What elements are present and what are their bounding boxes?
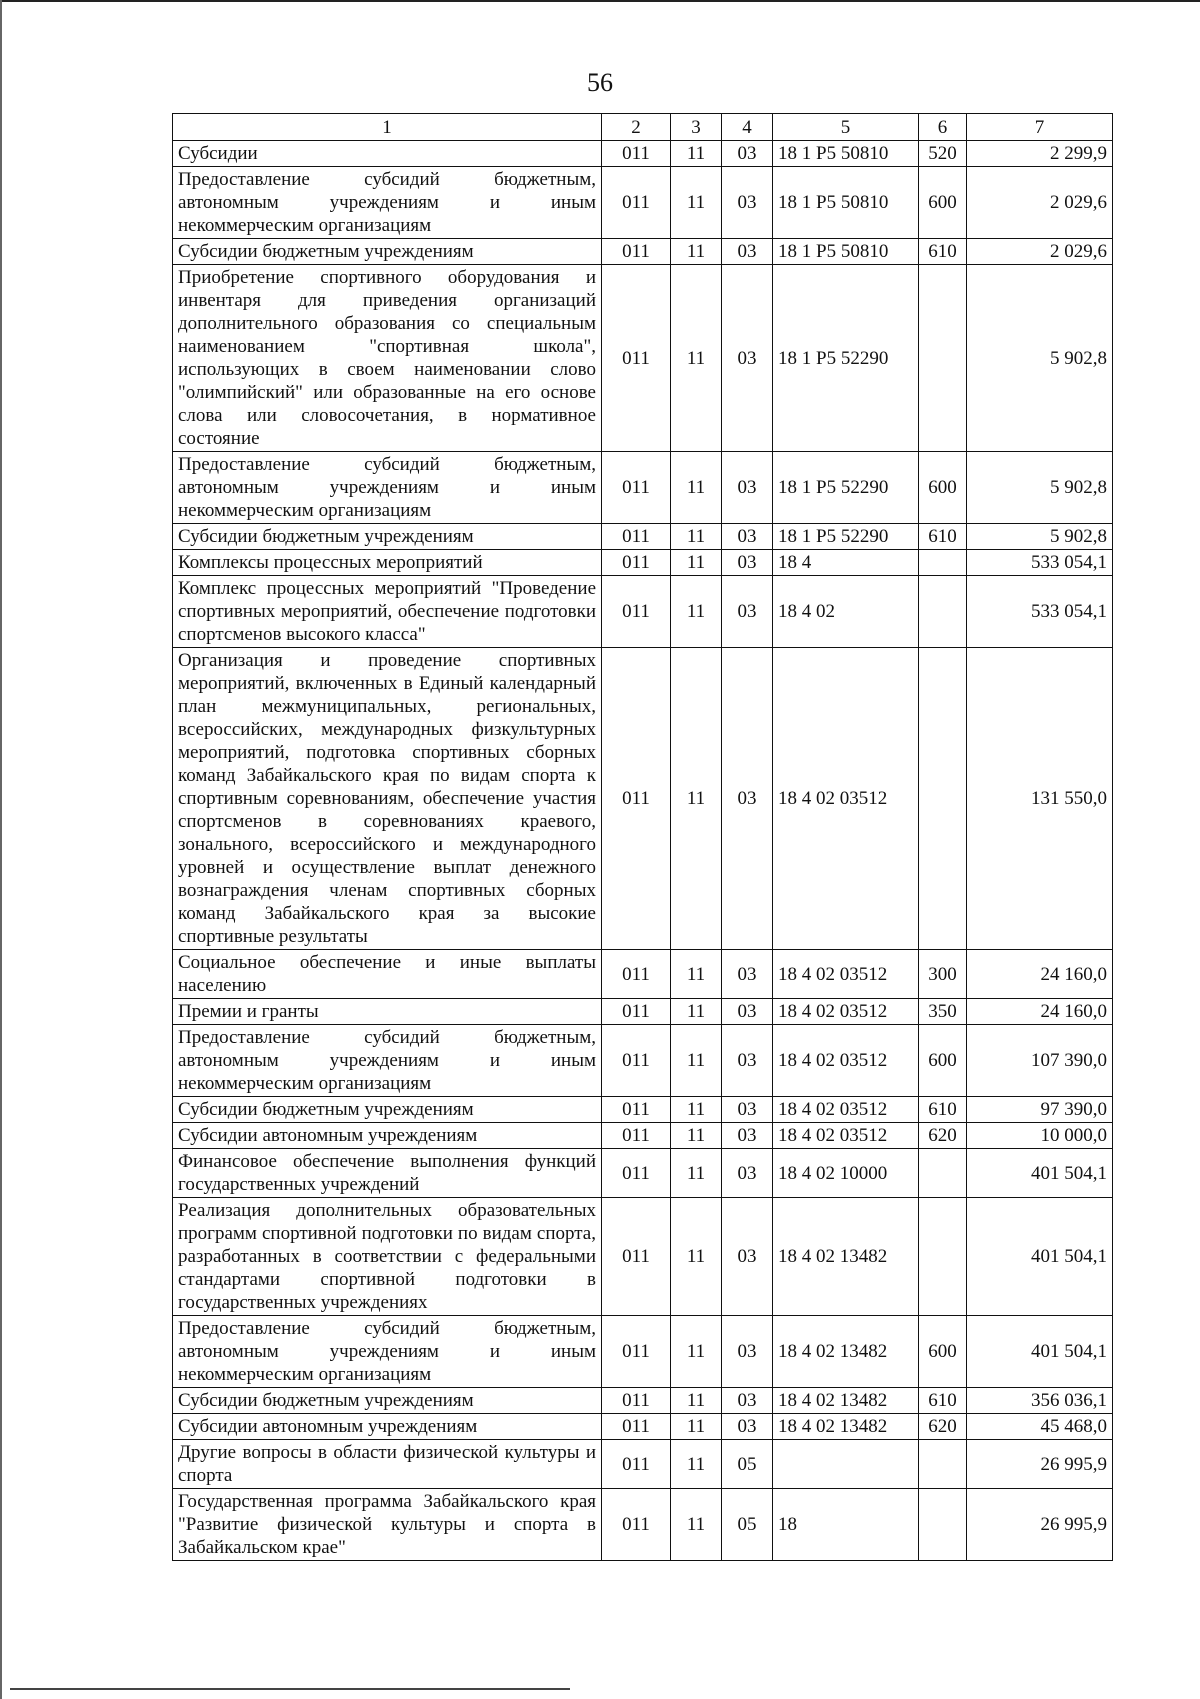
row-amount: 26 995,9 — [967, 1440, 1113, 1489]
row-col-2: 011 — [602, 1489, 671, 1561]
row-col-3: 11 — [671, 239, 722, 265]
page-number: 56 — [587, 68, 613, 97]
header-col-5: 5 — [773, 114, 919, 141]
table-row — [173, 1123, 1113, 1149]
row-amount: 2 029,6 — [967, 239, 1113, 265]
row-col-6: 600 — [919, 452, 967, 524]
table-row — [173, 1097, 1113, 1123]
row-name: Организация и проведение спортивных мероприятий, включенных в Единый календарный план межмуниципальных, региональных, всероссийских, международных физкультурных мероприятий, подготовка спортивных сборных команд Забайкальского края по видам спорта к спортивным соревнованиям, обеспечение участия спортсменов в соревнованиях краевого, зонального, всероссийского и международного уровней и осуществление выплат денежного вознаграждения членам спортивных сборных команд Забайкальского края за высокие спортивные результаты — [173, 648, 602, 950]
row-col-6: 610 — [919, 1097, 967, 1123]
row-col-2: 011 — [602, 1388, 671, 1414]
header-col-4: 4 — [722, 114, 773, 141]
table-row — [173, 1414, 1113, 1440]
row-col-6 — [919, 550, 967, 576]
row-col-5: 18 1 Р5 50810 — [773, 141, 919, 167]
row-col-2: 011 — [602, 167, 671, 239]
row-col-5: 18 4 02 03512 — [773, 999, 919, 1025]
row-amount: 45 468,0 — [967, 1414, 1113, 1440]
row-col-5: 18 — [773, 1489, 919, 1561]
table-row — [173, 550, 1113, 576]
row-name: Субсидии бюджетным учреждениям — [173, 524, 602, 550]
row-col-6 — [919, 1489, 967, 1561]
row-col-5: 18 4 02 03512 — [773, 1025, 919, 1097]
table-row — [173, 999, 1113, 1025]
row-col-4: 05 — [722, 1440, 773, 1489]
row-col-4: 03 — [722, 576, 773, 648]
header-col-1: 1 — [173, 114, 602, 141]
row-name: Социальное обеспечение и иные выплаты населению — [173, 950, 602, 999]
row-name: Финансовое обеспечение выполнения функций государственных учреждений — [173, 1149, 602, 1198]
row-col-3: 11 — [671, 265, 722, 452]
row-amount: 5 902,8 — [967, 452, 1113, 524]
row-col-4: 03 — [722, 1025, 773, 1097]
row-col-4: 03 — [722, 950, 773, 999]
row-col-3: 11 — [671, 1123, 722, 1149]
header-col-6: 6 — [919, 114, 967, 141]
scan-edge-left — [0, 0, 2, 1699]
row-col-2: 011 — [602, 1440, 671, 1489]
row-amount: 401 504,1 — [967, 1316, 1113, 1388]
row-amount: 533 054,1 — [967, 550, 1113, 576]
row-col-4: 05 — [722, 1489, 773, 1561]
row-col-5: 18 4 02 13482 — [773, 1388, 919, 1414]
row-col-5: 18 1 Р5 50810 — [773, 239, 919, 265]
row-col-6 — [919, 1198, 967, 1316]
row-col-5: 18 4 02 13482 — [773, 1414, 919, 1440]
row-col-3: 11 — [671, 1316, 722, 1388]
row-col-5 — [773, 1440, 919, 1489]
row-col-6 — [919, 265, 967, 452]
row-name: Предоставление субсидий бюджетным, автономным учреждениям и иным некоммерческим организациям — [173, 1025, 602, 1097]
table-row — [173, 239, 1113, 265]
row-name: Комплексы процессных мероприятий — [173, 550, 602, 576]
row-col-6 — [919, 648, 967, 950]
row-amount: 97 390,0 — [967, 1097, 1113, 1123]
row-col-4: 03 — [722, 1198, 773, 1316]
row-col-5: 18 4 02 — [773, 576, 919, 648]
row-col-5: 18 4 — [773, 550, 919, 576]
row-col-3: 11 — [671, 576, 722, 648]
row-col-5: 18 4 02 03512 — [773, 950, 919, 999]
row-col-3: 11 — [671, 1025, 722, 1097]
row-name: Премии и гранты — [173, 999, 602, 1025]
row-col-4: 03 — [722, 1316, 773, 1388]
row-col-2: 011 — [602, 1149, 671, 1198]
row-col-4: 03 — [722, 1388, 773, 1414]
row-col-3: 11 — [671, 1489, 722, 1561]
row-col-3: 11 — [671, 1198, 722, 1316]
row-col-4: 03 — [722, 452, 773, 524]
row-name: Предоставление субсидий бюджетным, автономным учреждениям и иным некоммерческим организациям — [173, 1316, 602, 1388]
row-col-2: 011 — [602, 550, 671, 576]
row-col-2: 011 — [602, 950, 671, 999]
row-col-3: 11 — [671, 1440, 722, 1489]
table-row — [173, 1149, 1113, 1198]
row-col-5: 18 1 Р5 52290 — [773, 265, 919, 452]
row-col-4: 03 — [722, 524, 773, 550]
row-amount: 24 160,0 — [967, 950, 1113, 999]
row-col-4: 03 — [722, 1414, 773, 1440]
budget-table — [172, 113, 1113, 1561]
row-col-2: 011 — [602, 141, 671, 167]
header-row — [173, 114, 1113, 141]
row-col-3: 11 — [671, 1414, 722, 1440]
row-col-4: 03 — [722, 265, 773, 452]
row-name: Субсидии автономным учреждениям — [173, 1123, 602, 1149]
table-row — [173, 1489, 1113, 1561]
row-amount: 356 036,1 — [967, 1388, 1113, 1414]
row-col-3: 11 — [671, 999, 722, 1025]
table-row — [173, 1025, 1113, 1097]
row-name: Субсидии автономным учреждениям — [173, 1414, 602, 1440]
row-col-5: 18 1 Р5 52290 — [773, 524, 919, 550]
row-amount: 10 000,0 — [967, 1123, 1113, 1149]
row-name: Субсидии бюджетным учреждениям — [173, 1388, 602, 1414]
row-col-3: 11 — [671, 1097, 722, 1123]
row-amount: 131 550,0 — [967, 648, 1113, 950]
header-col-3: 3 — [671, 114, 722, 141]
row-col-2: 011 — [602, 524, 671, 550]
row-col-5: 18 4 02 03512 — [773, 1123, 919, 1149]
row-amount: 2 029,6 — [967, 167, 1113, 239]
row-col-6: 610 — [919, 1388, 967, 1414]
row-col-3: 11 — [671, 452, 722, 524]
row-name: Субсидии — [173, 141, 602, 167]
row-col-2: 011 — [602, 1097, 671, 1123]
row-name: Предоставление субсидий бюджетным, автономным учреждениям и иным некоммерческим организациям — [173, 167, 602, 239]
row-amount: 401 504,1 — [967, 1149, 1113, 1198]
row-col-3: 11 — [671, 524, 722, 550]
row-col-6: 600 — [919, 1316, 967, 1388]
row-col-5: 18 4 02 03512 — [773, 1097, 919, 1123]
row-col-2: 011 — [602, 1316, 671, 1388]
row-col-5: 18 4 02 13482 — [773, 1316, 919, 1388]
row-col-6: 620 — [919, 1123, 967, 1149]
header-col-7: 7 — [967, 114, 1113, 141]
row-col-4: 03 — [722, 239, 773, 265]
row-col-5: 18 1 Р5 50810 — [773, 167, 919, 239]
row-col-2: 011 — [602, 648, 671, 950]
table-row — [173, 950, 1113, 999]
row-name: Комплекс процессных мероприятий "Проведение спортивных мероприятий, обеспечение подготовки спортсменов высокого класса" — [173, 576, 602, 648]
row-col-2: 011 — [602, 239, 671, 265]
header-col-2: 2 — [602, 114, 671, 141]
row-col-6 — [919, 1440, 967, 1489]
table-row — [173, 265, 1113, 452]
row-col-2: 011 — [602, 576, 671, 648]
row-col-6: 520 — [919, 141, 967, 167]
row-col-4: 03 — [722, 167, 773, 239]
row-amount: 533 054,1 — [967, 576, 1113, 648]
row-col-2: 011 — [602, 1414, 671, 1440]
row-col-4: 03 — [722, 550, 773, 576]
table-row — [173, 576, 1113, 648]
row-col-3: 11 — [671, 550, 722, 576]
row-col-3: 11 — [671, 1388, 722, 1414]
row-col-6: 300 — [919, 950, 967, 999]
scan-edge-bottom — [10, 1688, 570, 1690]
row-col-2: 011 — [602, 1123, 671, 1149]
table-row — [173, 1440, 1113, 1489]
row-col-3: 11 — [671, 1149, 722, 1198]
row-col-6: 350 — [919, 999, 967, 1025]
row-col-4: 03 — [722, 141, 773, 167]
row-col-5: 18 4 02 10000 — [773, 1149, 919, 1198]
row-col-4: 03 — [722, 1149, 773, 1198]
row-col-6: 620 — [919, 1414, 967, 1440]
row-col-3: 11 — [671, 167, 722, 239]
row-col-5: 18 4 02 13482 — [773, 1198, 919, 1316]
table-row — [173, 1388, 1113, 1414]
row-name: Государственная программа Забайкальского края "Развитие физической культуры и спорта в Забайкальском крае" — [173, 1489, 602, 1561]
row-name: Предоставление субсидий бюджетным, автономным учреждениям и иным некоммерческим организациям — [173, 452, 602, 524]
row-col-2: 011 — [602, 1025, 671, 1097]
table-row — [173, 452, 1113, 524]
row-col-6 — [919, 1149, 967, 1198]
row-name: Субсидии бюджетным учреждениям — [173, 239, 602, 265]
row-col-3: 11 — [671, 648, 722, 950]
row-col-4: 03 — [722, 1123, 773, 1149]
row-col-4: 03 — [722, 648, 773, 950]
table-row — [173, 648, 1113, 950]
scan-edge-top — [0, 0, 1200, 2]
row-col-5: 18 1 Р5 52290 — [773, 452, 919, 524]
row-amount: 401 504,1 — [967, 1198, 1113, 1316]
row-name: Приобретение спортивного оборудования и инвентаря для приведения организаций дополнительного образования со специальным наименованием "спортивная школа", использующих в своем наименовании слово "олимпийский" или образованные на его основе слова или словосочетания, в нормативное состояние — [173, 265, 602, 452]
table-row — [173, 524, 1113, 550]
table-row — [173, 1198, 1113, 1316]
row-col-6: 600 — [919, 167, 967, 239]
row-col-2: 011 — [602, 452, 671, 524]
row-col-6 — [919, 576, 967, 648]
row-name: Субсидии бюджетным учреждениям — [173, 1097, 602, 1123]
row-col-6: 600 — [919, 1025, 967, 1097]
row-col-6: 610 — [919, 524, 967, 550]
row-amount: 2 299,9 — [967, 141, 1113, 167]
table-row — [173, 167, 1113, 239]
row-col-3: 11 — [671, 141, 722, 167]
row-amount: 107 390,0 — [967, 1025, 1113, 1097]
row-col-6: 610 — [919, 239, 967, 265]
row-name: Реализация дополнительных образовательных программ спортивной подготовки по видам спорта, разработанных в соответствии с федеральными стандартами спортивной подготовки в государственных учреждениях — [173, 1198, 602, 1316]
table-row — [173, 1316, 1113, 1388]
row-amount: 24 160,0 — [967, 999, 1113, 1025]
row-col-4: 03 — [722, 1097, 773, 1123]
row-amount: 26 995,9 — [967, 1489, 1113, 1561]
row-col-2: 011 — [602, 999, 671, 1025]
row-col-2: 011 — [602, 1198, 671, 1316]
row-amount: 5 902,8 — [967, 265, 1113, 452]
row-col-2: 011 — [602, 265, 671, 452]
row-name: Другие вопросы в области физической культуры и спорта — [173, 1440, 602, 1489]
row-col-4: 03 — [722, 999, 773, 1025]
row-col-3: 11 — [671, 950, 722, 999]
row-amount: 5 902,8 — [967, 524, 1113, 550]
row-col-5: 18 4 02 03512 — [773, 648, 919, 950]
table-row — [173, 141, 1113, 167]
